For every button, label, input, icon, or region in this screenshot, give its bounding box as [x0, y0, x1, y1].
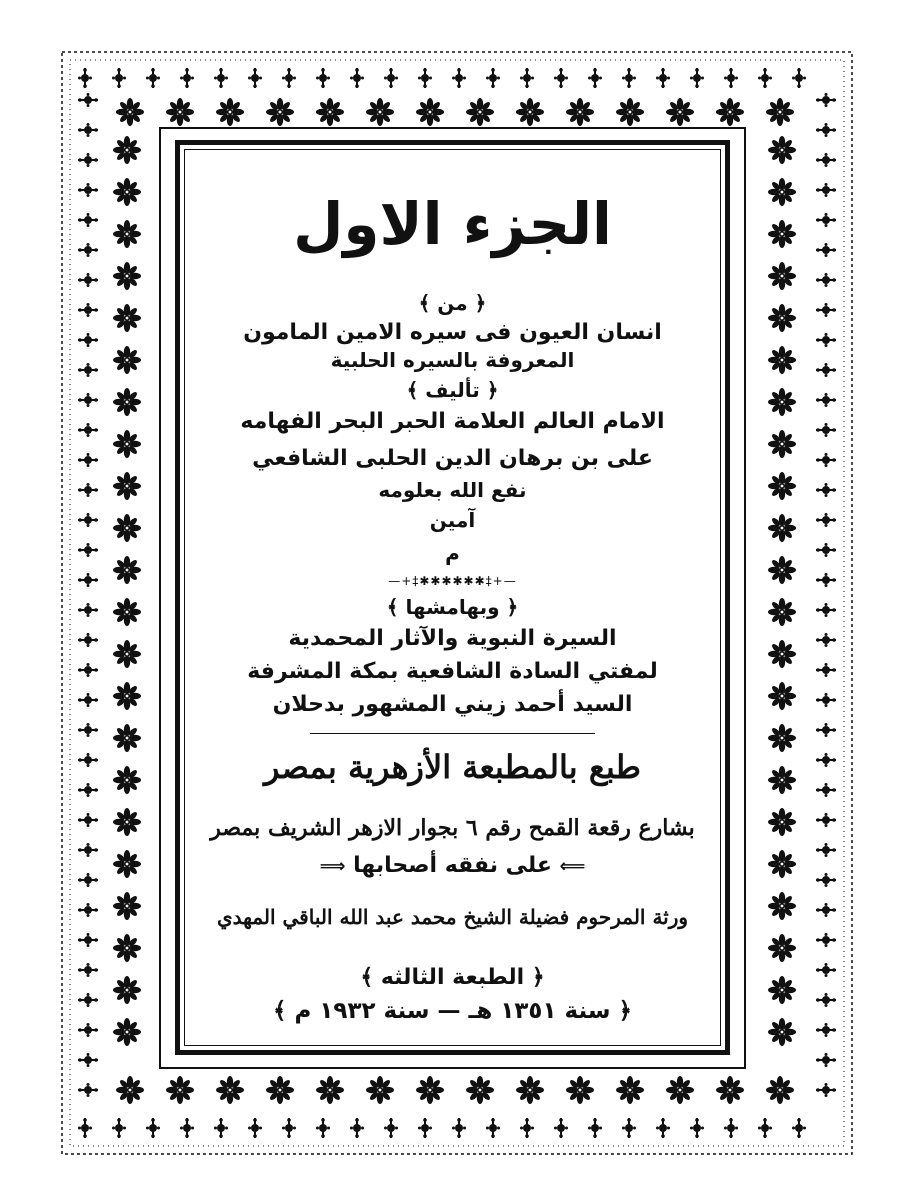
border-bead	[282, 68, 296, 88]
border-bead	[78, 303, 98, 317]
border-flower	[716, 98, 744, 126]
border-bead	[78, 153, 98, 167]
border-flower	[116, 98, 144, 126]
border-bead	[350, 1118, 364, 1138]
border-bead	[656, 68, 670, 88]
border-bead	[78, 603, 98, 617]
border-flower	[768, 682, 796, 710]
border-flower	[266, 1076, 294, 1104]
border-flower	[768, 556, 796, 584]
border-bead	[816, 453, 836, 467]
border-bead	[452, 1118, 466, 1138]
border-bead	[816, 663, 836, 677]
author-line-3: نفع الله بعلومه	[378, 478, 527, 502]
border-bead	[282, 1118, 296, 1138]
border-flower	[768, 346, 796, 374]
border-bead	[486, 1118, 500, 1138]
section-from: ﴿ من ﴾	[418, 291, 487, 315]
border-bead	[520, 1118, 534, 1138]
border-flower	[113, 934, 141, 962]
border-flower	[566, 98, 594, 126]
border-flower	[516, 98, 544, 126]
border-flower	[768, 136, 796, 164]
book-title-line-2: المعروفة بالسيره الحلبية	[330, 348, 575, 372]
border-bead	[588, 68, 602, 88]
border-flower	[768, 640, 796, 668]
border-flower	[113, 892, 141, 920]
border-bead	[816, 603, 836, 617]
border-flower	[768, 220, 796, 248]
border-bead	[78, 663, 98, 677]
border-bead	[78, 693, 98, 707]
border-flower	[113, 346, 141, 374]
border-bead	[418, 1118, 432, 1138]
border-bead	[792, 68, 806, 88]
border-bead	[248, 68, 262, 88]
border-bead	[758, 68, 772, 88]
title-page-content	[180, 145, 725, 1050]
border-bead	[758, 1118, 772, 1138]
border-bead	[816, 933, 836, 947]
small-mark: م	[445, 541, 460, 565]
border-flower	[666, 98, 694, 126]
border-flower	[768, 472, 796, 500]
border-flower	[113, 472, 141, 500]
border-flower	[113, 514, 141, 542]
border-bead	[384, 68, 398, 88]
border-bead	[78, 993, 98, 1007]
border-bead	[816, 213, 836, 227]
border-flower	[316, 98, 344, 126]
border-flower	[113, 304, 141, 332]
margin-line-3: السيد أحمد زيني المشهور بدحلان	[272, 692, 633, 717]
border-bead	[816, 183, 836, 197]
border-flower	[113, 850, 141, 878]
border-bead	[78, 903, 98, 917]
border-flower	[768, 808, 796, 836]
title-panel	[175, 140, 730, 1055]
border-bead	[816, 693, 836, 707]
border-bead	[816, 333, 836, 347]
border-bead	[656, 1118, 670, 1138]
border-bead	[78, 1118, 92, 1138]
border-bead	[816, 123, 836, 137]
border-bead	[690, 1118, 704, 1138]
border-bead	[316, 1118, 330, 1138]
border-bead	[112, 68, 126, 88]
border-flower	[768, 892, 796, 920]
border-flower	[113, 220, 141, 248]
border-flower	[466, 98, 494, 126]
border-bead	[78, 123, 98, 137]
margin-line-1: السيرة النبوية والآثار المحمدية	[288, 626, 617, 651]
border-bead	[146, 68, 160, 88]
border-bead	[690, 68, 704, 88]
border-bead	[78, 633, 98, 647]
border-flower	[113, 598, 141, 626]
border-flower	[216, 98, 244, 126]
border-bead	[724, 1118, 738, 1138]
border-flower	[113, 430, 141, 458]
star-divider: —+‡✱✱✱✱✱✱‡+—	[388, 574, 517, 588]
border-flower	[113, 640, 141, 668]
border-bead	[180, 1118, 194, 1138]
edition-label: ﴿ الطبعة الثالثه ﴾	[360, 965, 545, 990]
border-bead	[78, 243, 98, 257]
border-bead	[78, 1023, 98, 1037]
border-bead	[816, 513, 836, 527]
border-bead	[816, 753, 836, 767]
border-bead	[622, 1118, 636, 1138]
border-bead	[78, 513, 98, 527]
border-bead	[486, 68, 500, 88]
border-bead	[180, 68, 194, 88]
border-flower	[113, 976, 141, 1004]
border-flower	[113, 808, 141, 836]
volume-title: الجزء الاول	[293, 190, 612, 258]
border-flower	[216, 1076, 244, 1104]
border-flower	[166, 1076, 194, 1104]
border-flower	[566, 1076, 594, 1104]
border-bead	[78, 213, 98, 227]
border-flower	[768, 304, 796, 332]
border-flower	[113, 262, 141, 290]
border-bead	[78, 333, 98, 347]
border-flower	[766, 1076, 794, 1104]
border-flower	[113, 178, 141, 206]
border-flower	[416, 98, 444, 126]
border-flower	[768, 976, 796, 1004]
border-bead	[78, 363, 98, 377]
border-bead	[78, 68, 92, 88]
expense-text: على نفقه أصحابها	[353, 853, 552, 878]
border-flower	[113, 766, 141, 794]
border-flower	[666, 1076, 694, 1104]
border-flower	[768, 598, 796, 626]
border-flower	[113, 388, 141, 416]
border-flower	[113, 724, 141, 752]
border-bead	[816, 1023, 836, 1037]
border-bead	[146, 1118, 160, 1138]
border-bead	[622, 68, 636, 88]
border-bead	[78, 483, 98, 497]
border-bead	[816, 273, 836, 287]
border-bead	[248, 1118, 262, 1138]
author-line-2: على بن برهان الدين الحلبى الشافعي	[252, 446, 653, 471]
border-bead	[816, 303, 836, 317]
border-bead	[78, 933, 98, 947]
divider-line	[310, 733, 595, 734]
border-bead	[452, 68, 466, 88]
border-bead	[78, 423, 98, 437]
border-bead	[78, 783, 98, 797]
book-title-line-1: انسان العيون فى سيره الامين المامون	[243, 320, 662, 345]
border-flower	[768, 1018, 796, 1046]
border-bead	[520, 68, 534, 88]
border-flower	[768, 724, 796, 752]
border-flower	[716, 1076, 744, 1104]
border-bead	[816, 543, 836, 557]
border-flower	[616, 1076, 644, 1104]
border-bead	[816, 393, 836, 407]
printer-address: بشارع رقعة القمح رقم ٦ بجوار الازهر الشريف بمصر	[210, 815, 695, 841]
border-bead	[724, 68, 738, 88]
border-bead	[816, 423, 836, 437]
border-bead	[78, 573, 98, 587]
border-bead	[78, 843, 98, 857]
border-bead	[792, 1118, 806, 1138]
printer-name: طبع بالمطبعة الأزهرية بمصر	[264, 748, 641, 786]
border-flower	[768, 178, 796, 206]
border-flower	[416, 1076, 444, 1104]
border-flower	[616, 98, 644, 126]
border-bead	[316, 68, 330, 88]
border-bead	[816, 93, 836, 107]
border-bead	[816, 843, 836, 857]
border-flower	[366, 98, 394, 126]
border-bead	[816, 1083, 836, 1097]
border-bead	[816, 993, 836, 1007]
border-flower	[113, 136, 141, 164]
border-flower	[113, 556, 141, 584]
border-bead	[78, 453, 98, 467]
border-bead	[816, 363, 836, 377]
border-bead	[78, 543, 98, 557]
border-flower	[768, 430, 796, 458]
border-flower	[768, 262, 796, 290]
heirs-line: ورثة المرحوم فضيلة الشيخ محمد عبد الله الباقي المهدي	[216, 905, 689, 929]
border-flower	[766, 98, 794, 126]
border-bead	[78, 723, 98, 737]
border-bead	[588, 1118, 602, 1138]
border-flower	[768, 514, 796, 542]
border-bead	[816, 723, 836, 737]
author-line-4: آمين	[429, 508, 476, 532]
border-bead	[214, 68, 228, 88]
border-bead	[78, 963, 98, 977]
border-flower	[316, 1076, 344, 1104]
expense-line	[200, 855, 705, 877]
border-bead	[78, 93, 98, 107]
border-bead	[78, 183, 98, 197]
border-bead	[418, 68, 432, 88]
border-bead	[78, 873, 98, 887]
border-bead	[554, 1118, 568, 1138]
border-flower	[113, 682, 141, 710]
border-bead	[554, 68, 568, 88]
border-flower	[768, 766, 796, 794]
border-bead	[816, 873, 836, 887]
border-bead	[816, 633, 836, 647]
border-flower	[113, 1018, 141, 1046]
border-flower	[516, 1076, 544, 1104]
border-flower	[768, 388, 796, 416]
border-bead	[816, 1053, 836, 1067]
border-bead	[816, 783, 836, 797]
border-bead	[816, 243, 836, 257]
border-flower	[166, 98, 194, 126]
border-bead	[78, 1053, 98, 1067]
border-flower	[366, 1076, 394, 1104]
section-margin: ﴿ وبهامشها ﴾	[386, 595, 519, 619]
border-bead	[816, 813, 836, 827]
border-bead	[78, 753, 98, 767]
right-arrow-ornament: ⟹	[319, 856, 346, 877]
border-bead	[78, 273, 98, 287]
border-bead	[816, 153, 836, 167]
border-bead	[384, 1118, 398, 1138]
publication-date: ﴿ سنة ١٣٥١ هـ — سنة ١٩٣٢ م ﴾	[273, 998, 632, 1024]
border-bead	[78, 813, 98, 827]
border-flower	[768, 934, 796, 962]
border-flower	[266, 98, 294, 126]
border-bead	[112, 1118, 126, 1138]
border-flower	[466, 1076, 494, 1104]
border-bead	[816, 483, 836, 497]
section-authored: ﴿ تأليف ﴾	[406, 378, 499, 402]
border-bead	[816, 573, 836, 587]
left-arrow-ornament: ⟸	[559, 856, 586, 877]
border-bead	[350, 68, 364, 88]
border-bead	[816, 903, 836, 917]
border-bead	[78, 1083, 98, 1097]
border-flower	[768, 850, 796, 878]
author-line-1: الامام العالم العلامة الحبر البحر الفهامه	[240, 409, 665, 434]
border-flower	[116, 1076, 144, 1104]
border-bead	[78, 393, 98, 407]
border-bead	[214, 1118, 228, 1138]
margin-line-2: لمفتي السادة الشافعية بمكة المشرفة	[247, 659, 658, 684]
border-bead	[816, 963, 836, 977]
